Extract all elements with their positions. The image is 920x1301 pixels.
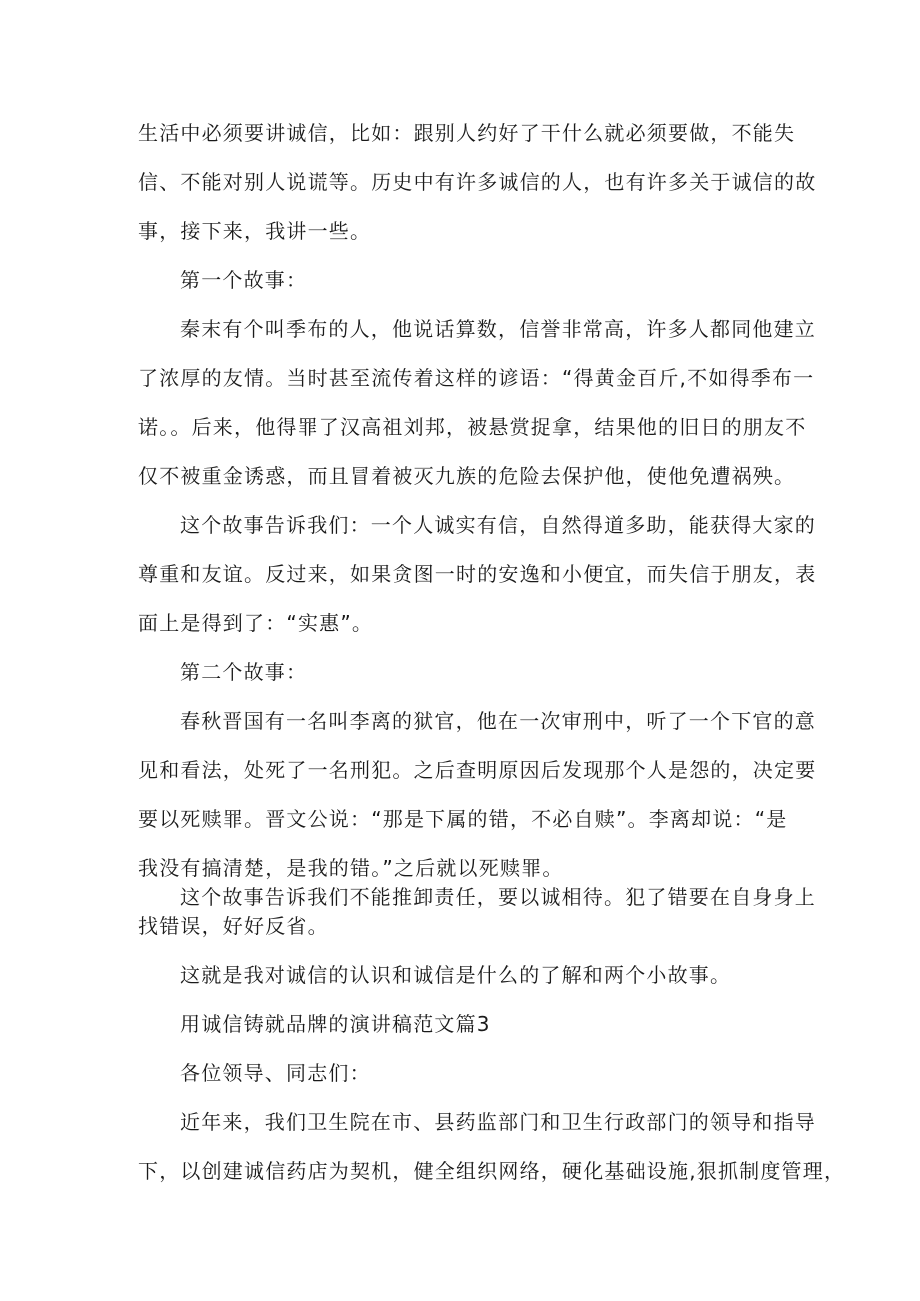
text-line: 生活中必须要讲诚信，比如：跟别人约好了干什么就必须要做，不能失 [138, 121, 796, 145]
text-line: 诺。。后来，他得罪了汉高祖刘邦，被悬赏捉拿，结果他的旧日的朋友不 [138, 415, 807, 439]
text-line: 秦末有个叫季布的人，他说话算数，信誉非常高，许多人都同他建立 [180, 317, 816, 341]
text-line: 仅不被重金诱惑，而且冒着被灭九族的危险去保护他，使他免遭祸殃。 [138, 464, 796, 488]
text-line: 见和看法，处死了一名刑犯。之后查明原因后发现那个人是怨的，决定要 [138, 758, 817, 782]
text-line: 这个故事告诉我们：一个人诚实有信，自然得道多助，能获得大家的 [180, 513, 816, 537]
text-line: 春秋晋国有一名叫李离的狱官，他在一次审刑中，听了一个下官的意 [180, 709, 816, 733]
text-line: 信、不能对别人说谎等。历史中有许多诚信的人，也有许多关于诚信的故 [138, 170, 817, 194]
text-line: 面上是得到了：“实惠”。 [138, 611, 374, 635]
section-heading: 第一个故事： [180, 268, 308, 292]
text-line: 要以死赎罪。晋文公说：“那是下属的错，不必自赎”。李离却说：“是 [138, 807, 788, 831]
text-line: 了浓厚的友情。当时甚至流传着这样的谚语：“得黄金百斤,不如得季布一 [138, 366, 815, 390]
salutation: 各位领导、同志们： [180, 1061, 371, 1085]
text-line: 近年来，我们卫生院在市、县药监部门和卫生行政部门的领导和指导 [180, 1110, 816, 1134]
text-line: 事，接下来，我讲一些。 [138, 219, 372, 243]
text-line: 找错误，好好反省。 [138, 914, 329, 938]
document-title: 用诚信铸就品牌的演讲稿范文篇3 [180, 1012, 491, 1036]
text-line: 这个故事告诉我们不能推卸责任，要以诚相待。犯了错要在自身身上 [180, 885, 816, 909]
text-line: 我没有搞清楚，是我的错。”之后就以死赎罪。 [138, 856, 564, 880]
section-heading: 第二个故事： [180, 660, 308, 684]
text-line: 下，以创建诚信药店为契机，健全组织网络，硬化基础设施,狠抓制度管理， [138, 1159, 846, 1183]
text-line: 尊重和友谊。反过来，如果贪图一时的安逸和小便宜，而失信于朋友，表 [138, 562, 817, 586]
text-line: 这就是我对诚信的认识和诚信是什么的了解和两个小故事。 [180, 963, 732, 987]
